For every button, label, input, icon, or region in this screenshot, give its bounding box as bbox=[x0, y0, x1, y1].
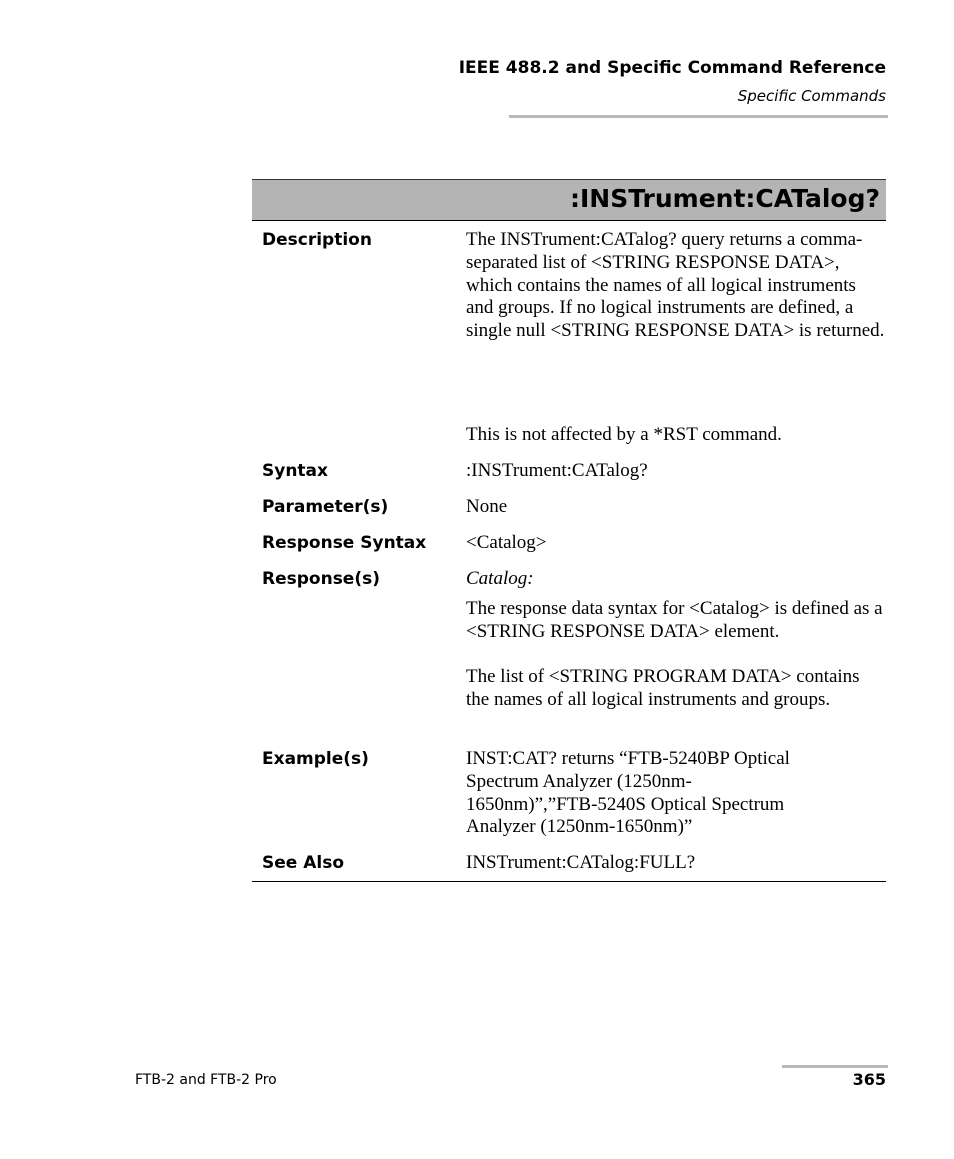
page-number: 365 bbox=[852, 1070, 886, 1089]
description-rst-note bbox=[466, 424, 886, 447]
syntax-label: Syntax bbox=[262, 461, 328, 481]
response-name: Catalog: bbox=[466, 568, 534, 589]
footer-product: FTB-2 and FTB-2 Pro bbox=[135, 1072, 277, 1088]
syntax-value: :INSTrument:CATalog? bbox=[466, 460, 648, 481]
parameters-value: None bbox=[466, 496, 508, 517]
description-paragraph-1: The INSTrument:CATalog? query returns a comma-separated list of <STRING RESPONSE DATA>, which contains the names of all logical instruments and groups. If no logical instruments are defined, a single null <STRING RESPONSE DATA> is returned. bbox=[466, 229, 885, 342]
responses-label: Response(s) bbox=[262, 569, 380, 589]
responses-value bbox=[466, 568, 886, 712]
response-syntax-value: <Catalog> bbox=[466, 532, 547, 553]
running-header-title: IEEE 488.2 and Specific Command Reference bbox=[458, 58, 886, 78]
response-paragraph-1: The response data syntax for <Catalog> is defined as a <STRING RESPONSE DATA> element. bbox=[466, 597, 883, 642]
description-paragraph-2: This is not affected by a *RST command. bbox=[466, 424, 782, 445]
examples-label: Example(s) bbox=[262, 749, 369, 769]
response-paragraph-2: The list of <STRING PROGRAM DATA> contains the names of all logical instruments and groups. bbox=[466, 666, 860, 710]
table-bottom-rule bbox=[252, 881, 886, 882]
footer-rule bbox=[782, 1065, 888, 1068]
description-label: Description bbox=[262, 230, 372, 250]
command-title-bar bbox=[252, 179, 886, 221]
parameters-label: Parameter(s) bbox=[262, 497, 389, 517]
examples-value: INST:CAT? returns “FTB-5240BP Optical Spectrum Analyzer (1250nm-1650nm)”,”FTB-5240S Optical Spectrum Analyzer (1250nm-1650nm)” bbox=[466, 748, 790, 838]
response-syntax-label: Response Syntax bbox=[262, 533, 427, 553]
see-also-label: See Also bbox=[262, 853, 345, 873]
command-title: :INSTrument:CATalog? bbox=[569, 184, 880, 213]
header-rule bbox=[509, 115, 888, 118]
running-header-subtitle: Specific Commands bbox=[737, 87, 886, 105]
description-value bbox=[466, 229, 886, 343]
see-also-value: INSTrument:CATalog:FULL? bbox=[466, 852, 696, 873]
